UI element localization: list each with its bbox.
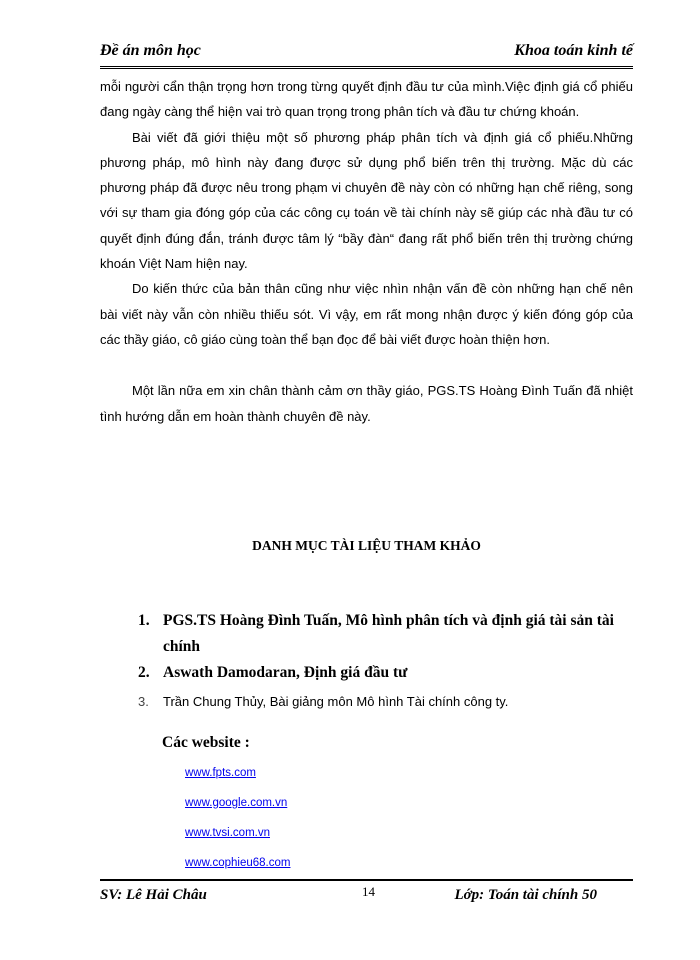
website-link-google[interactable]: www.google.com.vn [185, 797, 288, 809]
reference-text: PGS.TS Hoàng Đình Tuấn, Mô hình phân tích và định giá tài sản tài chính [163, 612, 614, 655]
header-faculty: Khoa toán kinh tế [514, 42, 633, 59]
websites-section [162, 733, 562, 871]
footer-class: Lớp: Toán tài chính 50 [454, 887, 597, 903]
paragraph-4: Một lần nữa em xin chân thành cảm ơn thầy giáo, PGS.TS Hoàng Đình Tuấn đã nhiệt tình hướng dẫn em hoàn thành chuyên đề này. [100, 383, 633, 424]
body-text [100, 74, 633, 429]
paragraph-1: mỗi người cẩn thận trọng hơn trong từng quyết định đầu tư của mình.Việc định giá cổ phiếu đang ngày càng thể hiện vai trò quan trọng trong phân tích và đầu tư chứng khoán. [100, 79, 633, 120]
reference-number: 2. [138, 664, 150, 681]
websites-label: Các website : [162, 734, 250, 751]
website-link-tvsi[interactable]: www.tvsi.com.vn [185, 827, 270, 839]
paragraph-3: Do kiến thức của bản thân cũng như việc nhìn nhận vấn đề còn những hạn chế nên bài viết này vẫn còn nhiều thiếu sót. Vì vậy, em rất mong nhận được ý kiến đóng góp của các thầy giáo, cô giáo cùng toàn thể bạn đọc để bài viết được hoàn thiện hơn. [100, 281, 633, 347]
reference-number: 3. [138, 694, 149, 709]
reference-text: Aswath Damodaran, Định giá đầu tư [163, 664, 408, 681]
reference-item [138, 692, 633, 712]
website-link-cophieu68[interactable]: www.cophieu68.com [185, 857, 291, 869]
paragraph-2: Bài viết đã giới thiệu một số phương pháp phân tích và định giá cổ phiếu.Những phương pháp, mô hình này đang được sử dụng phổ biến trên thị trường. Mặc dù các phương pháp đã được nêu trong phạm vi chuyên đề này còn có những hạn chế riêng, song với sự tham gia đóng góp của các công cụ toán về tài chính này sẽ giúp các nhà đầu tư có quyết định đúng đắn, tránh được tâm lý “bầy đàn“ đang rất phổ biến trên thị trường chứng khoán Việt Nam hiện nay. [100, 129, 633, 272]
reference-text: Trần Chung Thủy, Bài giảng môn Mô hình Tài chính công ty. [163, 694, 509, 709]
website-link-fpts[interactable]: www.fpts.com [185, 767, 256, 779]
page-number: 14 [362, 884, 375, 899]
reference-number: 1. [138, 612, 150, 629]
footer-student: SV: Lê Hải Châu [100, 887, 207, 903]
reference-item [138, 608, 633, 660]
references-title: DANH MỤC TÀI LIỆU THAM KHẢO [252, 538, 481, 553]
references-list [138, 608, 633, 712]
header-course-title: Đề án môn học [100, 42, 201, 59]
page-header [100, 40, 633, 69]
reference-item [138, 660, 633, 686]
page-footer [100, 879, 633, 911]
